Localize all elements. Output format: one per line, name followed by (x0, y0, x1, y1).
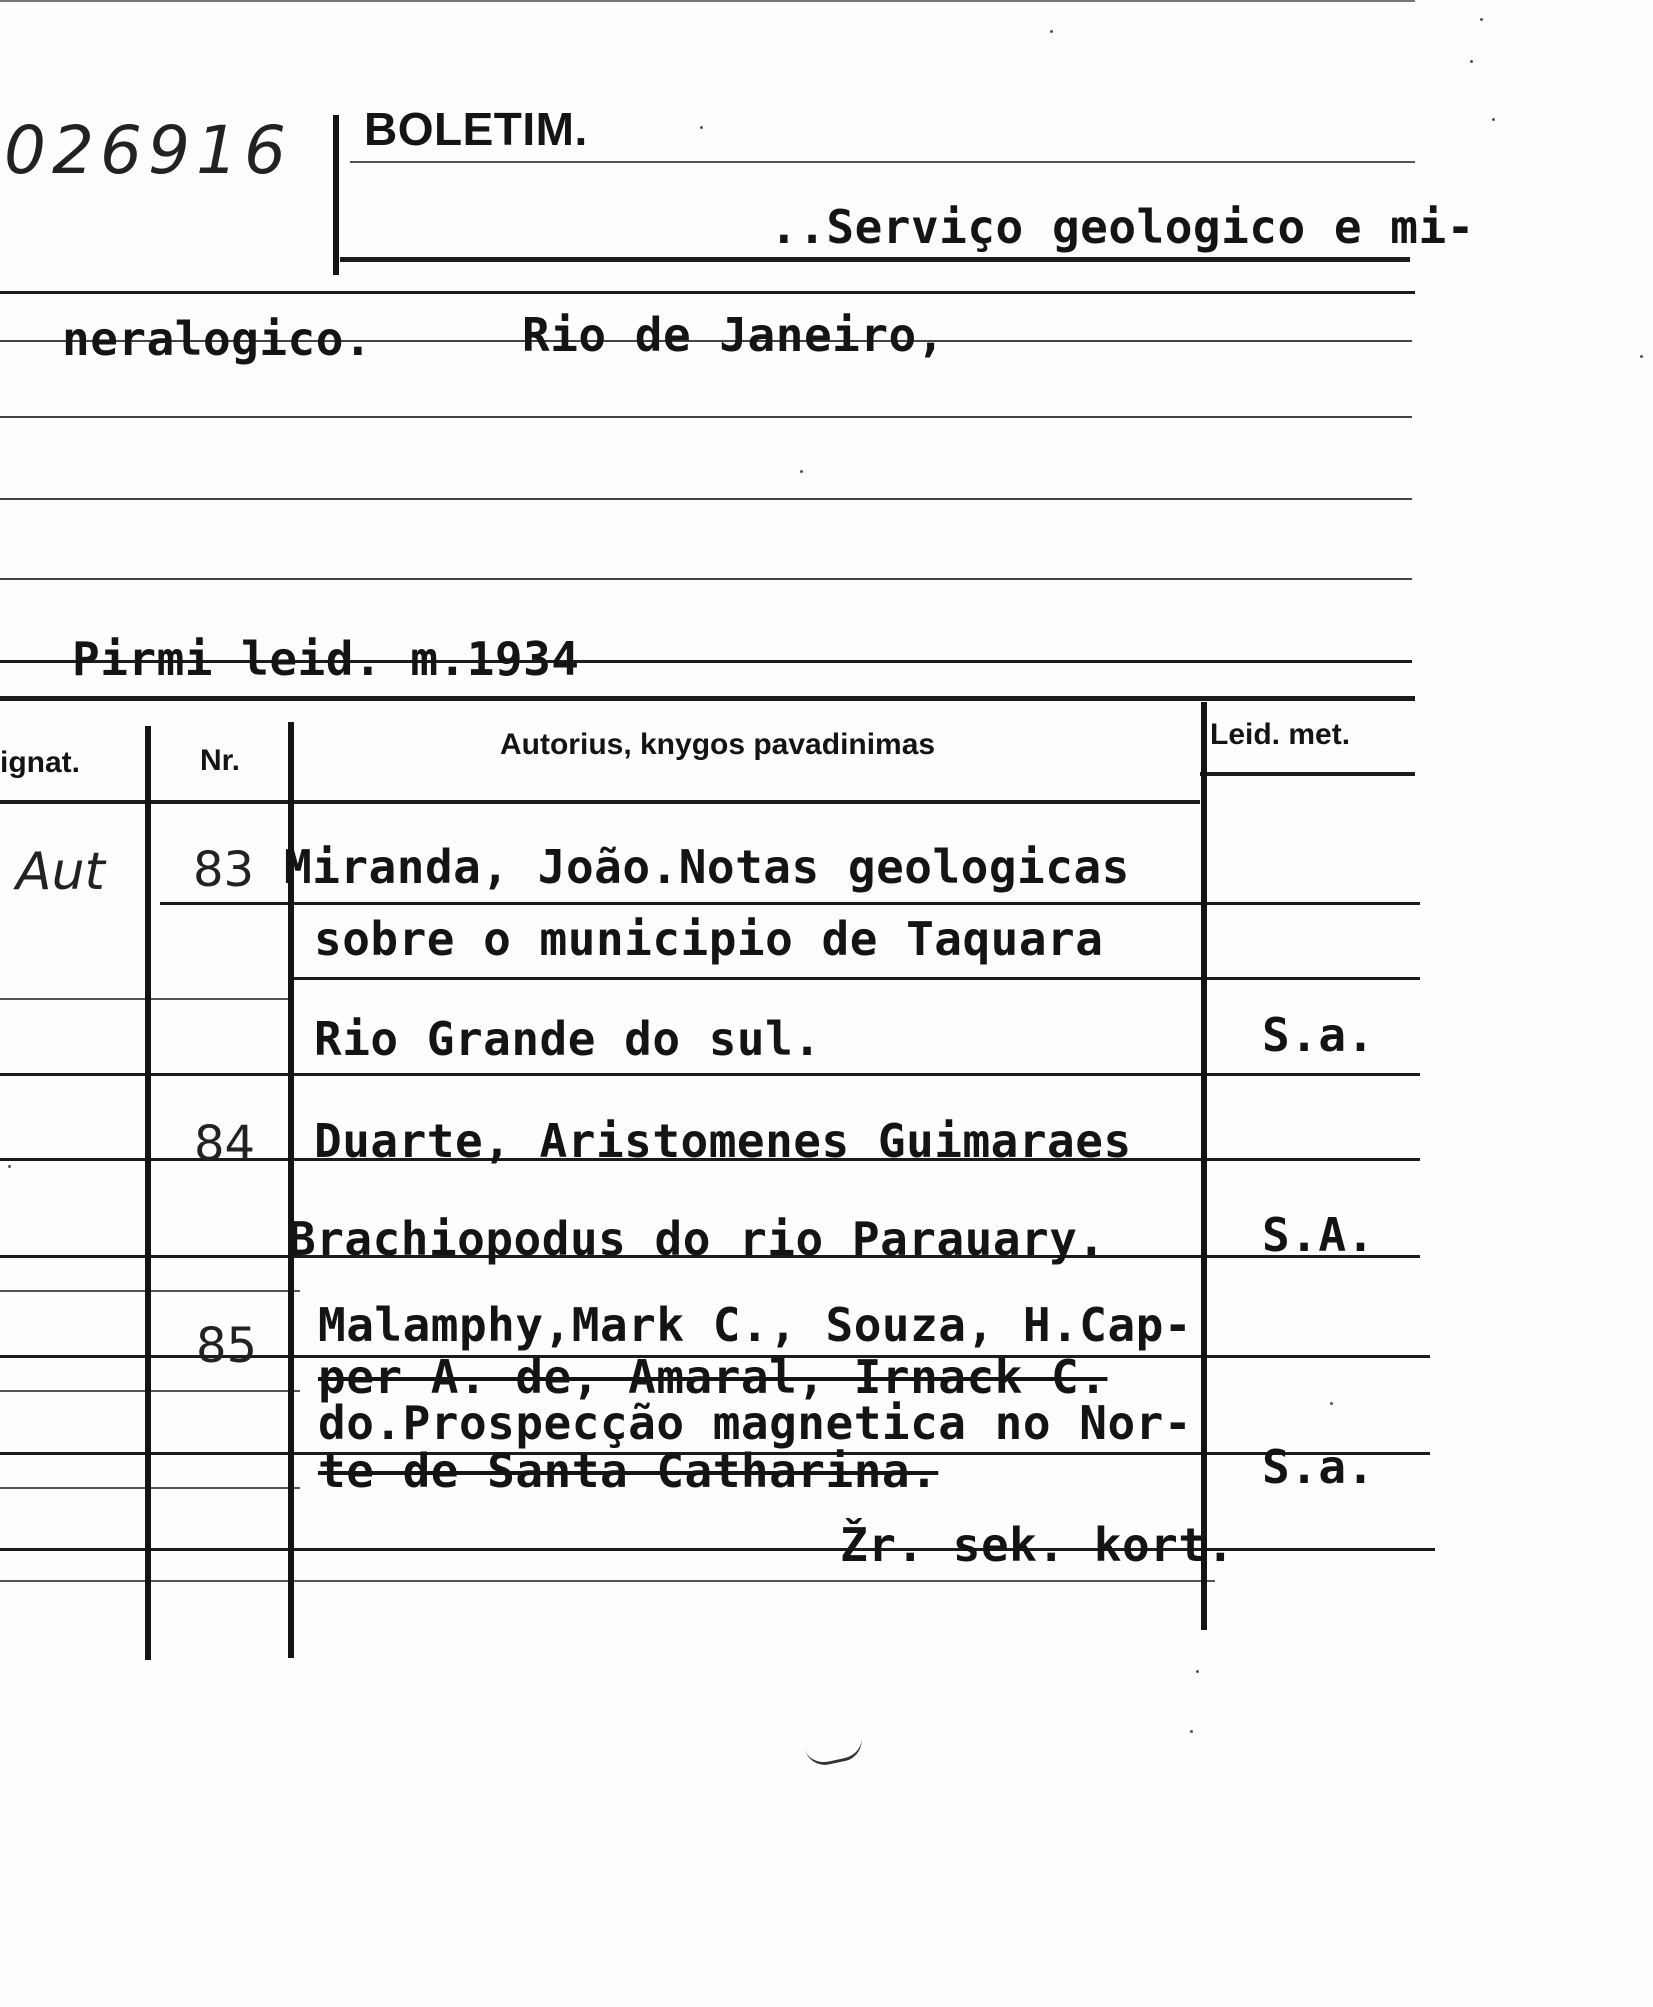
rule-line-a (0, 291, 1415, 294)
rule-row-3 (0, 1073, 1420, 1076)
header-number: Nr. (200, 744, 241, 777)
first-issue-note: Pirmi leid. m.1934 (72, 632, 580, 686)
scan-speck (1050, 30, 1053, 33)
rule-col-year (1201, 702, 1207, 1630)
entry-text-line: sobre o municipio de Taquara (314, 912, 1104, 966)
serial-title: BOLETIM. (364, 103, 588, 155)
entry-number: 84 (194, 1116, 256, 1172)
entry-text-line: Rio Grande do sul. (314, 1012, 822, 1066)
rule-line-c (0, 416, 1412, 418)
scan-speck (1190, 1730, 1193, 1733)
entry-text-line-struck: te de Santa Catharina. (318, 1444, 939, 1498)
catalog-number: 026916 (4, 112, 292, 189)
entry-text-line: do.Prospecção magnetica no Nor- (318, 1396, 1193, 1450)
header-signature: ignat. (0, 746, 80, 779)
rule-table-top (0, 696, 1415, 701)
header-year: Leid. met. (1210, 718, 1351, 751)
serial-place: Rio de Janeiro, (522, 308, 945, 362)
serial-publisher-line-1: ..Serviço geologico e mi- (770, 200, 1475, 254)
cross-reference-note: Žr. sek. kort. (840, 1518, 1235, 1572)
entry-text-line: Malamphy,Mark C., Souza, H.Cap- (318, 1298, 1193, 1352)
entry-year: S.A. (1262, 1208, 1375, 1262)
scan-speck (1470, 60, 1473, 63)
rule-title-divider (333, 115, 339, 275)
scan-speck (1196, 1670, 1199, 1673)
scan-speck (1492, 118, 1495, 121)
rule-title (350, 161, 1415, 163)
rule-line-d (0, 498, 1412, 500)
entry-number: 83 (193, 842, 255, 898)
entry-number: 85 (196, 1318, 258, 1374)
scan-speck (8, 1165, 11, 1168)
header-author-title: Autorius, knygos pavadinimas (500, 728, 936, 761)
entry-text-line: Duarte, Aristomenes Guimaraes (314, 1114, 1132, 1168)
rule-row-12 (0, 1580, 1215, 1582)
rule-row-2 (290, 977, 1420, 980)
serial-publisher-line-2: neralogico. (62, 312, 373, 366)
rule-line-e (0, 578, 1412, 580)
rule-header-bottom (340, 257, 1410, 262)
signature-value: Aut (16, 842, 105, 902)
rule-top (0, 0, 1415, 2)
entry-year: S.a. (1262, 1008, 1375, 1062)
entry-text-line-struck: per A. de, Amaral, Irnack C. (318, 1350, 1108, 1404)
entry-year: S.a. (1262, 1440, 1375, 1494)
entry-text-line: Brachiopodus do rio Parauary. (288, 1212, 1106, 1266)
scan-speck (800, 470, 803, 473)
entry-text-line: Miranda, João.Notas geologicas (284, 840, 1130, 894)
scan-speck (1640, 355, 1643, 358)
rule-col-signature (145, 726, 151, 1660)
scan-speck (1330, 1402, 1333, 1405)
rule-row-1 (160, 902, 1420, 905)
rule-table-header (0, 800, 1200, 804)
pen-mark (804, 1736, 865, 1769)
scan-speck (1480, 18, 1483, 21)
scan-speck (700, 126, 703, 129)
rule-year-header (1200, 772, 1415, 776)
